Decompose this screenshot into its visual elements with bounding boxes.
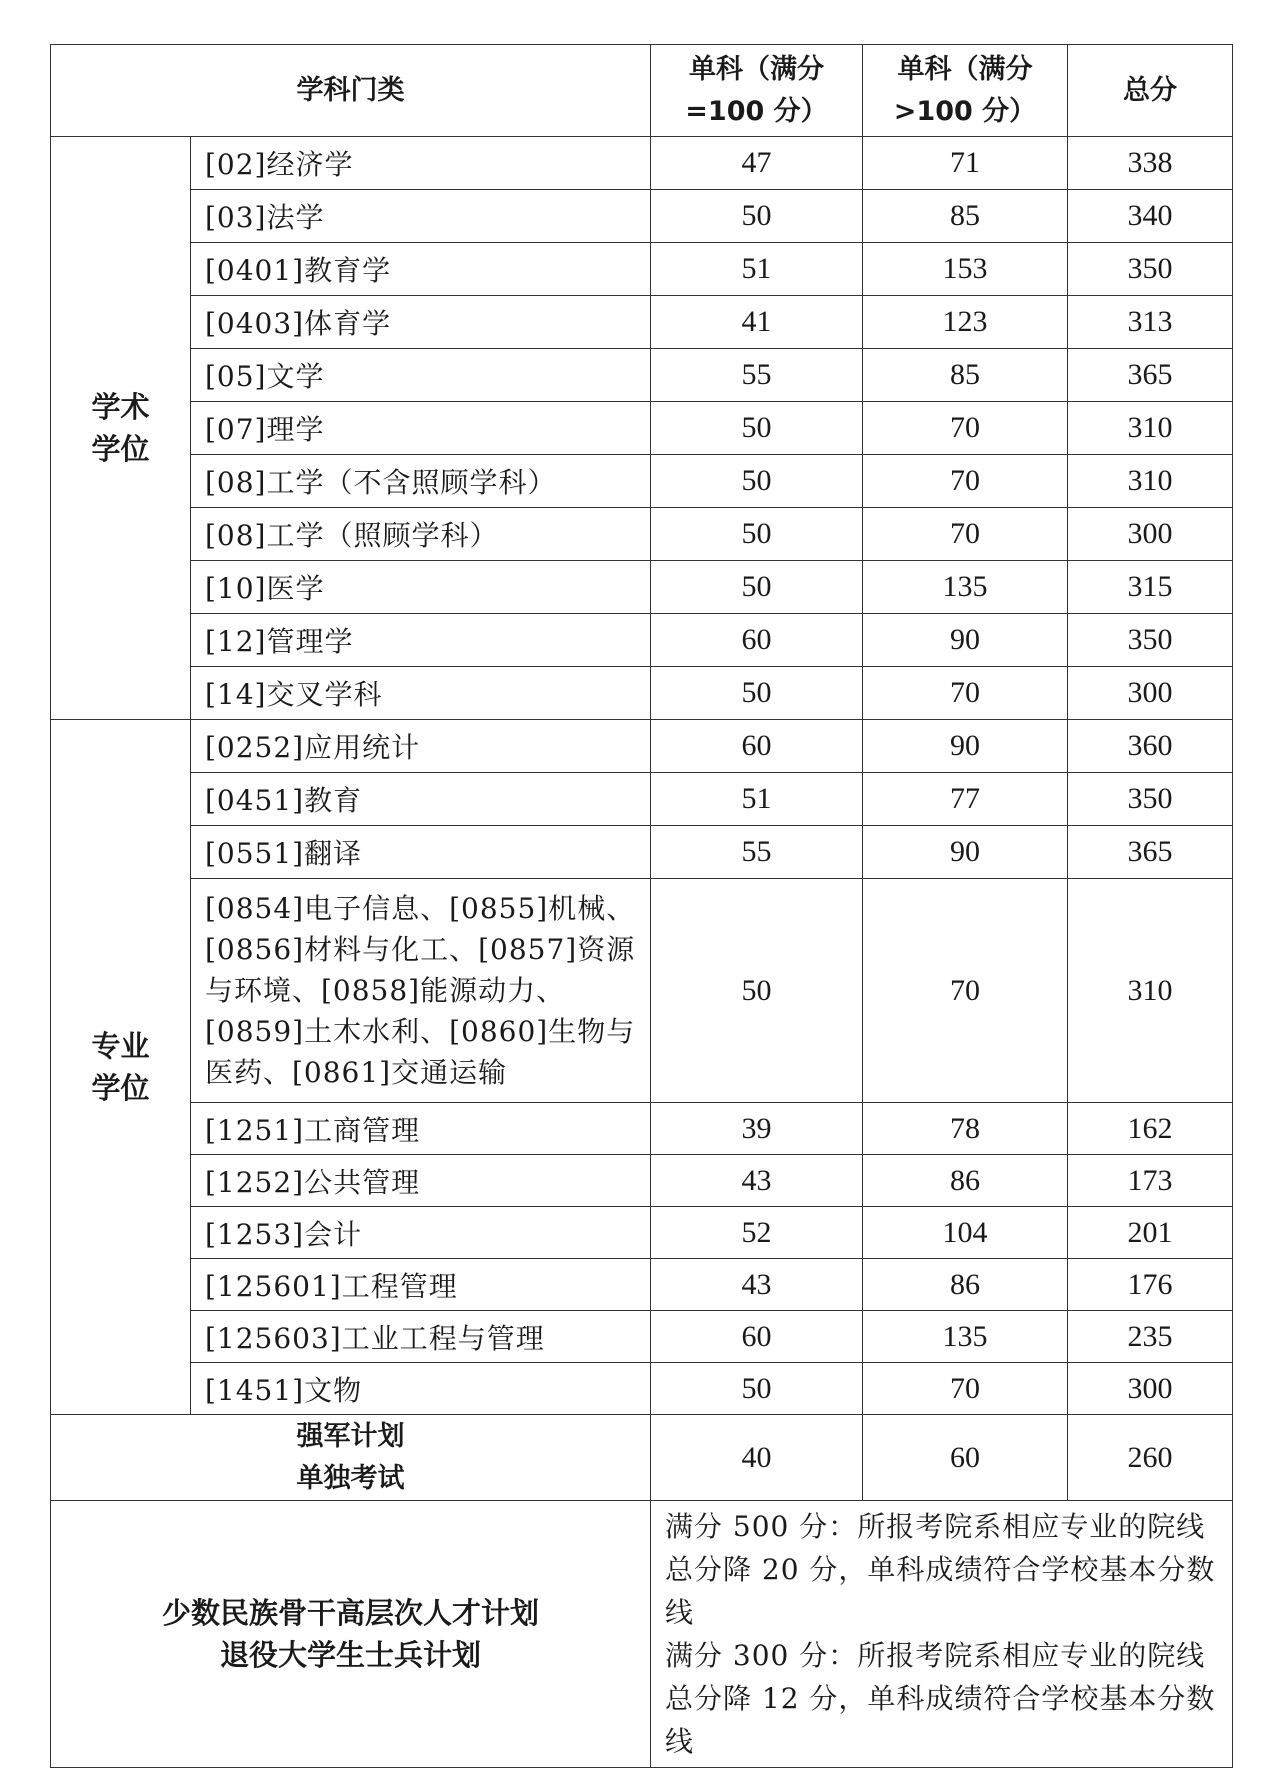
single-over-100-score: 70: [863, 455, 1068, 508]
total-score: 350: [1068, 614, 1233, 667]
single-100-score: 50: [651, 402, 863, 455]
single-100-score: 55: [651, 826, 863, 879]
subject-name: [0403]体育学: [191, 296, 651, 349]
single-100-score: 50: [651, 455, 863, 508]
single-100-score: 60: [651, 1311, 863, 1363]
single-100-score: 60: [651, 720, 863, 773]
table-row: [51, 137, 1233, 190]
total-score: 338: [1068, 137, 1233, 190]
subject-name: [08]工学（不含照顾学科）: [191, 455, 651, 508]
single-100-score: 50: [651, 667, 863, 720]
subject-name: [12]管理学: [191, 614, 651, 667]
subject-name: [0854]电子信息、[0855]机械、[0856]材料与化工、[0857]资源与环境、[0858]能源动力、[0859]土木水利、[0860]生物与医药、[0861]交通运输: [191, 879, 651, 1103]
single-over-100-score: 70: [863, 508, 1068, 561]
single-100-score: 39: [651, 1103, 863, 1155]
subject-name: [0401]教育学: [191, 243, 651, 296]
table-row: [51, 349, 1233, 402]
total-score: 300: [1068, 508, 1233, 561]
header-total: 总分: [1068, 45, 1233, 137]
table-row: [51, 879, 1233, 1103]
single-100-score: 40: [651, 1415, 863, 1501]
total-score: 176: [1068, 1259, 1233, 1311]
group-label: 学术学位: [51, 137, 191, 720]
total-score: 173: [1068, 1155, 1233, 1207]
total-score: 260: [1068, 1415, 1233, 1501]
single-over-100-score: 60: [863, 1415, 1068, 1501]
single-100-score: 43: [651, 1259, 863, 1311]
single-100-score: 50: [651, 508, 863, 561]
group-label: 专业学位: [51, 720, 191, 1415]
single-100-score: 47: [651, 137, 863, 190]
score-table: [50, 44, 1233, 1768]
total-score: 235: [1068, 1311, 1233, 1363]
minority-plan-row: [51, 1501, 1233, 1768]
table-row: [51, 1207, 1233, 1259]
minority-plan-label: [51, 1501, 651, 1768]
single-over-100-score: 123: [863, 296, 1068, 349]
table-row: [51, 296, 1233, 349]
total-score: 360: [1068, 720, 1233, 773]
total-score: 313: [1068, 296, 1233, 349]
special-plan-label-line2: 单独考试: [296, 1462, 405, 1494]
total-score: 300: [1068, 667, 1233, 720]
single-100-score: 41: [651, 296, 863, 349]
table-row: [51, 402, 1233, 455]
note-full-500: 满分 500 分：所报考院系相应专业的院线总分降 20 分，单科成绩符合学校基本分数线: [665, 1510, 1216, 1629]
total-score: 300: [1068, 1363, 1233, 1415]
subject-name: [125603]工业工程与管理: [191, 1311, 651, 1363]
single-100-score: 50: [651, 190, 863, 243]
single-over-100-score: 70: [863, 1363, 1068, 1415]
single-over-100-score: 70: [863, 879, 1068, 1103]
subject-name: [02]经济学: [191, 137, 651, 190]
minority-plan-note: [651, 1501, 1233, 1768]
total-score: 310: [1068, 455, 1233, 508]
table-row: [51, 826, 1233, 879]
subject-name: [08]工学（照顾学科）: [191, 508, 651, 561]
special-plan-row: [51, 1415, 1233, 1501]
subject-name: [14]交叉学科: [191, 667, 651, 720]
total-score: 201: [1068, 1207, 1233, 1259]
table-row: [51, 561, 1233, 614]
single-over-100-score: 90: [863, 614, 1068, 667]
total-score: 365: [1068, 349, 1233, 402]
table-row: [51, 508, 1233, 561]
total-score: 350: [1068, 773, 1233, 826]
single-over-100-score: 85: [863, 190, 1068, 243]
total-score: 365: [1068, 826, 1233, 879]
single-100-score: 50: [651, 561, 863, 614]
table-row: [51, 1155, 1233, 1207]
total-score: 340: [1068, 190, 1233, 243]
total-score: 162: [1068, 1103, 1233, 1155]
table-row: [51, 773, 1233, 826]
single-over-100-score: 70: [863, 667, 1068, 720]
table-row: [51, 190, 1233, 243]
single-over-100-score: 71: [863, 137, 1068, 190]
single-100-score: 43: [651, 1155, 863, 1207]
table-row: [51, 720, 1233, 773]
header-single-over-100: 单科（满分>100 分）: [863, 45, 1068, 137]
subject-name: [1251]工商管理: [191, 1103, 651, 1155]
subject-name: [125601]工程管理: [191, 1259, 651, 1311]
single-100-score: 60: [651, 614, 863, 667]
single-100-score: 50: [651, 1363, 863, 1415]
total-score: 310: [1068, 402, 1233, 455]
special-plan-label: [51, 1415, 651, 1501]
table-row: [51, 243, 1233, 296]
single-over-100-score: 78: [863, 1103, 1068, 1155]
single-over-100-score: 86: [863, 1155, 1068, 1207]
header-category: 学科门类: [51, 45, 651, 137]
single-100-score: 50: [651, 879, 863, 1103]
minority-plan-label-line1: 少数民族骨干高层次人才计划: [161, 1596, 539, 1630]
table-row: [51, 1259, 1233, 1311]
subject-name: [05]文学: [191, 349, 651, 402]
special-plan-label-line1: 强军计划: [296, 1420, 405, 1452]
total-score: 315: [1068, 561, 1233, 614]
single-over-100-score: 135: [863, 561, 1068, 614]
header-row: [51, 45, 1233, 137]
subject-name: [1253]会计: [191, 1207, 651, 1259]
single-over-100-score: 90: [863, 826, 1068, 879]
single-over-100-score: 77: [863, 773, 1068, 826]
header-single-100: 单科（满分=100 分）: [651, 45, 863, 137]
single-over-100-score: 135: [863, 1311, 1068, 1363]
table-row: [51, 614, 1233, 667]
subject-name: [0252]应用统计: [191, 720, 651, 773]
subject-name: [10]医学: [191, 561, 651, 614]
note-full-300: 满分 300 分：所报考院系相应专业的院线总分降 12 分，单科成绩符合学校基本分数线: [665, 1639, 1216, 1758]
single-over-100-score: 104: [863, 1207, 1068, 1259]
table-row: [51, 667, 1233, 720]
total-score: 310: [1068, 879, 1233, 1103]
single-over-100-score: 85: [863, 349, 1068, 402]
total-score: 350: [1068, 243, 1233, 296]
single-over-100-score: 90: [863, 720, 1068, 773]
single-over-100-score: 86: [863, 1259, 1068, 1311]
single-over-100-score: 70: [863, 402, 1068, 455]
single-100-score: 51: [651, 243, 863, 296]
subject-name: [0451]教育: [191, 773, 651, 826]
subject-name: [1451]文物: [191, 1363, 651, 1415]
subject-name: [03]法学: [191, 190, 651, 243]
table-row: [51, 455, 1233, 508]
single-100-score: 51: [651, 773, 863, 826]
single-100-score: 55: [651, 349, 863, 402]
single-100-score: 52: [651, 1207, 863, 1259]
table-row: [51, 1103, 1233, 1155]
table-row: [51, 1363, 1233, 1415]
single-over-100-score: 153: [863, 243, 1068, 296]
subject-name: [1252]公共管理: [191, 1155, 651, 1207]
minority-plan-label-line2: 退役大学生士兵计划: [219, 1638, 481, 1672]
table-row: [51, 1311, 1233, 1363]
subject-name: [07]理学: [191, 402, 651, 455]
subject-name: [0551]翻译: [191, 826, 651, 879]
